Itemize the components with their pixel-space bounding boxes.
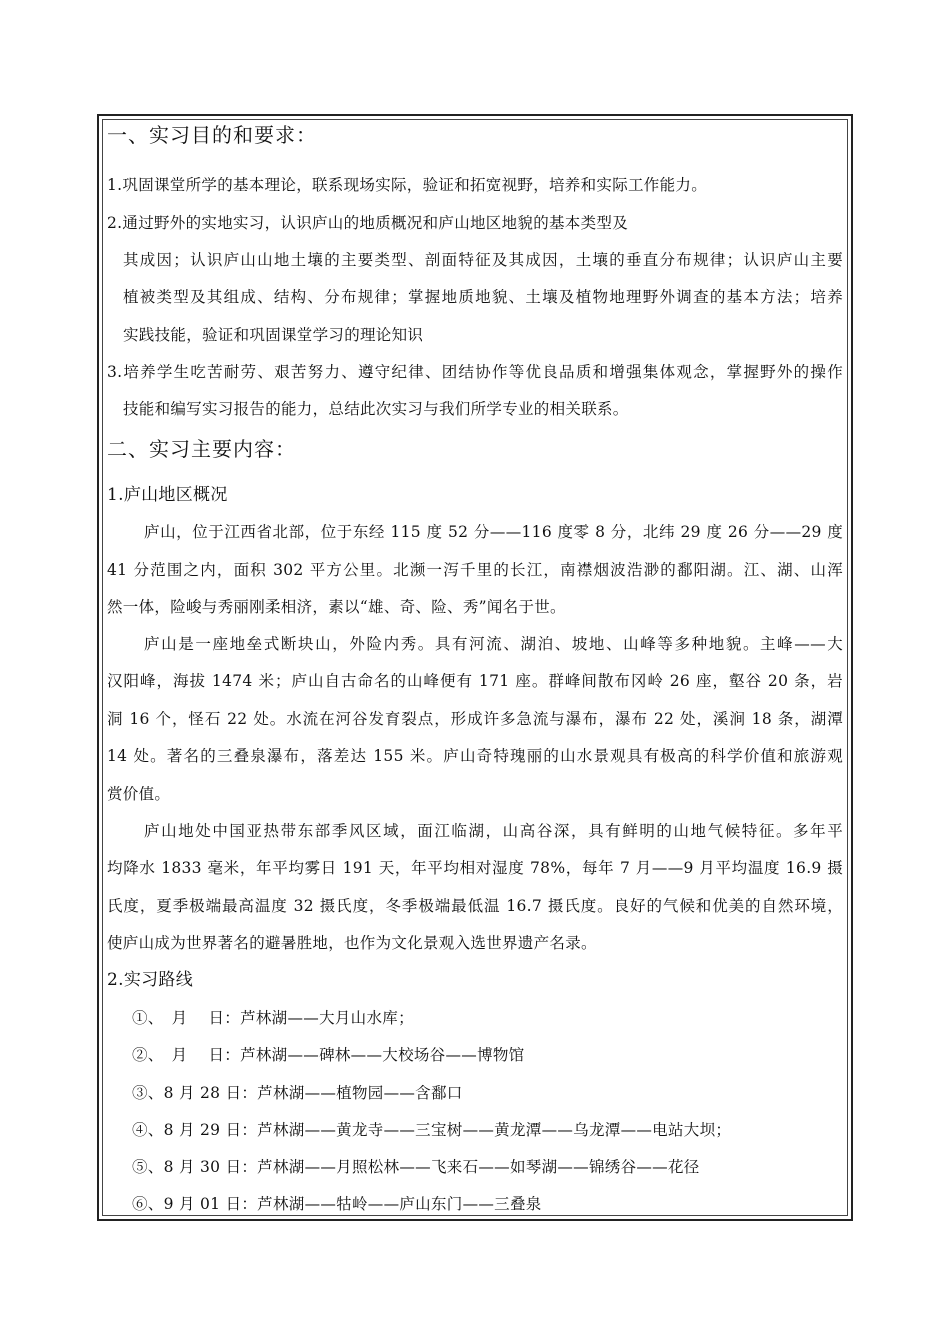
overview-paragraph-3-line-3: 氏度，夏季极端最高温度 32 摄氏度，冬季极端最低温 16.7 摄氏度。良好的气候和优美的自然环境，: [107, 897, 843, 915]
route-item-1: ①、 月 日：芦林湖——大月山水库；: [132, 1009, 414, 1027]
route-item-4: ④、8 月 29 日：芦林湖——黄龙寺——三宝树——黄龙潭——乌龙潭——电站大坝；: [132, 1121, 732, 1139]
objective-item-2-line-4: 实践技能，验证和巩固课堂学习的理论知识: [123, 326, 424, 344]
overview-paragraph-3-line-4: 使庐山成为世界著名的避暑胜地，也作为文化景观入选世界遗产名录。: [107, 934, 597, 952]
overview-paragraph-2-line-1: 庐山是一座地垒式断块山，外险内秀。具有河流、湖泊、坡地、山峰等多种地貌。主峰——大: [144, 635, 843, 653]
route-item-3: ③、8 月 28 日：芦林湖——植物园——含鄱口: [132, 1084, 463, 1102]
section-title-content: 二、实习主要内容：: [107, 437, 296, 461]
subsection-title-route: 2.实习路线: [107, 970, 194, 990]
objective-item-3-line-2: 技能和编写实习报告的能力，总结此次实习与我们所学专业的相关联系。: [123, 400, 629, 418]
objective-item-2-line-1: 2.通过野外的实地实习，认识庐山的地质概况和庐山地区地貌的基本类型及: [107, 214, 628, 232]
objective-item-2-line-2: 其成因；认识庐山山地土壤的主要类型、剖面特征及其成因，土壤的垂直分布规律；认识庐山主要: [123, 251, 843, 269]
overview-paragraph-2-line-2: 汉阳峰，海拔 1474 米；庐山自古命名的山峰便有 171 座。群峰间散布冈岭 26 座，壑谷 20 条，岩: [107, 672, 843, 690]
overview-paragraph-1-line-3: 然一体，险峻与秀丽刚柔相济，素以“雄、奇、险、秀”闻名于世。: [107, 598, 566, 616]
overview-paragraph-1-line-1: 庐山，位于江西省北部，位于东经 115 度 52 分——116 度零 8 分，北纬 29 度 26 分——29 度: [144, 523, 843, 541]
overview-paragraph-2-line-3: 洞 16 个，怪石 22 处。水流在河谷发育裂点，形成许多急流与瀑布，瀑布 22 处，溪涧 18 条，湖潭: [107, 710, 843, 728]
overview-paragraph-2-line-5: 赏价值。: [107, 785, 171, 803]
objective-item-3-line-1: 3.培养学生吃苦耐劳、艰苦努力、遵守纪律、团结协作等优良品质和增强集体观念，掌握野外的操作: [107, 363, 843, 381]
overview-paragraph-3-line-1: 庐山地处中国亚热带东部季风区域，面江临湖，山高谷深，具有鲜明的山地气候特征。多年平: [144, 822, 843, 840]
objective-item-2-line-3: 植被类型及其组成、结构、分布规律；掌握地质地貌、土壤及植物地理野外调查的基本方法；培养: [123, 288, 843, 306]
objective-item-1: 1.巩固课堂所学的基本理论，联系现场实际，验证和拓宽视野，培养和实际工作能力。: [107, 176, 707, 194]
overview-paragraph-3-line-2: 均降水 1833 毫米，年平均雾日 191 天，年平均相对湿度 78%，每年 7 月——9 月平均温度 16.9 摄: [107, 859, 843, 877]
route-item-2: ②、 月 日：芦林湖——碑林——大校场谷——博物馆: [132, 1046, 525, 1064]
route-item-5: ⑤、8 月 30 日：芦林湖——月照松林——飞来石——如琴湖——锦绣谷——花径: [132, 1158, 700, 1176]
overview-paragraph-1-line-2: 41 分范围之内，面积 302 平方公里。北濒一泻千里的长江，南襟烟波浩渺的鄱阳湖。江、湖、山浑: [107, 561, 843, 579]
subsection-title-overview: 1.庐山地区概况: [107, 485, 228, 505]
route-item-6: ⑥、9 月 01 日：芦林湖——牯岭——庐山东门——三叠泉: [132, 1195, 542, 1213]
overview-paragraph-2-line-4: 14 处。著名的三叠泉瀑布，落差达 155 米。庐山奇特瑰丽的山水景观具有极高的科学价值和旅游观: [107, 747, 843, 765]
section-title-objectives: 一、实习目的和要求：: [107, 123, 317, 147]
